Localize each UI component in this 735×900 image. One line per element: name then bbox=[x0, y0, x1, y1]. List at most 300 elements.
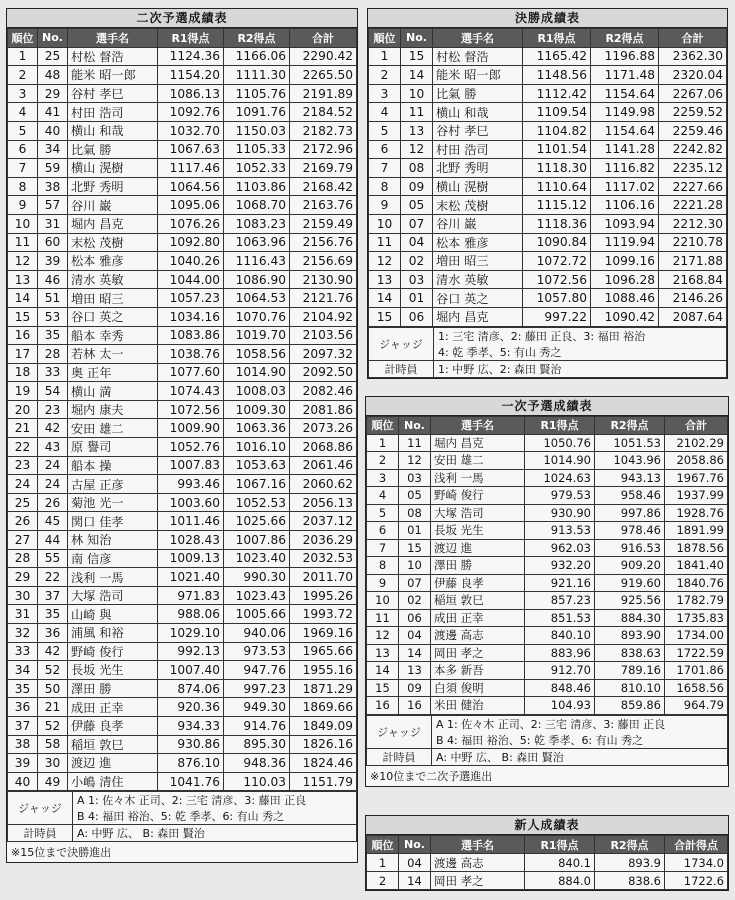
r1-score-cell: 1034.16 bbox=[158, 307, 224, 326]
rank-cell: 6 bbox=[367, 522, 399, 540]
header-r1-score: R1得点 bbox=[523, 29, 591, 48]
rank-cell: 37 bbox=[8, 716, 38, 735]
r2-score-cell: 1019.70 bbox=[224, 326, 290, 345]
r1-score-cell: 1050.76 bbox=[525, 434, 595, 452]
table-row bbox=[8, 419, 357, 438]
r1-score-cell: 930.86 bbox=[158, 735, 224, 754]
table-row bbox=[8, 214, 357, 233]
rank-cell: 13 bbox=[369, 270, 401, 289]
header-r1-score: R1得点 bbox=[525, 836, 595, 854]
r1-score-cell: 1110.64 bbox=[523, 177, 591, 196]
total-cell: 2171.88 bbox=[659, 252, 727, 271]
r1-score-cell: 932.20 bbox=[525, 557, 595, 575]
table-row bbox=[369, 159, 727, 178]
r2-score-cell: 1105.33 bbox=[224, 140, 290, 159]
r1-score-cell: 1154.20 bbox=[158, 66, 224, 85]
name-cell: 谷村 孝巳 bbox=[433, 121, 523, 140]
r2-score-cell: 1150.03 bbox=[224, 121, 290, 140]
r1-score-cell: 1092.80 bbox=[158, 233, 224, 252]
header-rank: 順位 bbox=[367, 836, 399, 854]
r1-score-cell: 912.70 bbox=[525, 662, 595, 680]
rank-cell: 34 bbox=[8, 661, 38, 680]
header-row bbox=[8, 29, 357, 48]
name-cell: 小嶋 清住 bbox=[68, 772, 158, 791]
total-cell: 2259.52 bbox=[659, 103, 727, 122]
total-cell: 1824.46 bbox=[290, 754, 357, 773]
number-cell: 57 bbox=[38, 196, 68, 215]
number-cell: 01 bbox=[399, 522, 431, 540]
rank-cell: 2 bbox=[369, 66, 401, 85]
judge-label: ジャッジ bbox=[8, 792, 73, 825]
number-cell: 45 bbox=[38, 512, 68, 531]
name-cell: 岡田 孝之 bbox=[431, 872, 525, 890]
number-cell: 37 bbox=[38, 586, 68, 605]
r2-score-cell: 1023.43 bbox=[224, 586, 290, 605]
total-cell: 1782.79 bbox=[665, 592, 728, 610]
first-prelim-table bbox=[366, 416, 728, 715]
r2-score-cell: 1016.10 bbox=[224, 438, 290, 457]
name-cell: 松本 雅彦 bbox=[68, 252, 158, 271]
header-number: No. bbox=[38, 29, 68, 48]
name-cell: 伊藤 良孝 bbox=[68, 716, 158, 735]
second-prelim-title: 二次予選成績表 bbox=[7, 9, 357, 28]
total-cell: 1722.6 bbox=[665, 872, 728, 890]
number-cell: 13 bbox=[399, 662, 431, 680]
r1-score-cell: 1148.56 bbox=[523, 66, 591, 85]
number-cell: 15 bbox=[401, 47, 433, 66]
timer-label: 計時員 bbox=[369, 360, 434, 377]
name-cell: 清水 英敏 bbox=[68, 270, 158, 289]
second-prelim-notes bbox=[7, 791, 357, 842]
r2-score-cell: 1068.70 bbox=[224, 196, 290, 215]
r1-score-cell: 1032.70 bbox=[158, 121, 224, 140]
r2-score-cell: 997.86 bbox=[595, 504, 665, 522]
rank-cell: 15 bbox=[367, 679, 399, 697]
rank-cell: 12 bbox=[369, 252, 401, 271]
rank-cell: 14 bbox=[369, 289, 401, 308]
table-row bbox=[8, 363, 357, 382]
header-total: 合計 bbox=[290, 29, 357, 48]
judge-list bbox=[73, 792, 357, 825]
r1-score-cell: 1014.90 bbox=[525, 452, 595, 470]
name-cell: 米田 健治 bbox=[431, 697, 525, 715]
name-cell: 若林 太一 bbox=[68, 345, 158, 364]
r2-score-cell: 859.86 bbox=[595, 697, 665, 715]
rank-cell: 10 bbox=[367, 592, 399, 610]
name-cell: 末松 茂樹 bbox=[433, 196, 523, 215]
name-cell: 原 譽司 bbox=[68, 438, 158, 457]
header-row bbox=[369, 29, 727, 48]
name-cell: 堀内 康夫 bbox=[68, 400, 158, 419]
name-cell: 長坂 光生 bbox=[68, 661, 158, 680]
rookie-panel bbox=[365, 815, 729, 891]
name-cell: 船本 幸秀 bbox=[68, 326, 158, 345]
r1-score-cell: 1072.72 bbox=[523, 252, 591, 271]
name-cell: 本多 新吾 bbox=[431, 662, 525, 680]
name-cell: 増田 昭三 bbox=[68, 289, 158, 308]
name-cell: 清水 英敏 bbox=[433, 270, 523, 289]
name-cell: 堀内 昌克 bbox=[433, 307, 523, 326]
header-name: 選手名 bbox=[433, 29, 523, 48]
total-cell: 2156.76 bbox=[290, 233, 357, 252]
number-cell: 52 bbox=[38, 716, 68, 735]
total-cell: 2121.76 bbox=[290, 289, 357, 308]
second-prelim-panel bbox=[6, 8, 358, 863]
number-cell: 22 bbox=[38, 568, 68, 587]
total-cell: 1869.66 bbox=[290, 698, 357, 717]
table-row bbox=[367, 434, 728, 452]
r2-score-cell: 1043.96 bbox=[595, 452, 665, 470]
total-cell: 2082.46 bbox=[290, 382, 357, 401]
r1-score-cell: 851.53 bbox=[525, 609, 595, 627]
rank-cell: 38 bbox=[8, 735, 38, 754]
number-cell: 13 bbox=[401, 121, 433, 140]
total-cell: 2156.69 bbox=[290, 252, 357, 271]
r2-score-cell: 1023.40 bbox=[224, 549, 290, 568]
r1-score-cell: 1072.56 bbox=[523, 270, 591, 289]
r2-score-cell: 1103.86 bbox=[224, 177, 290, 196]
rank-cell: 7 bbox=[367, 539, 399, 557]
r2-score-cell: 1008.03 bbox=[224, 382, 290, 401]
table-row bbox=[367, 662, 728, 680]
r1-score-cell: 930.90 bbox=[525, 504, 595, 522]
r1-score-cell: 1124.36 bbox=[158, 47, 224, 66]
number-cell: 58 bbox=[38, 735, 68, 754]
number-cell: 04 bbox=[399, 854, 431, 872]
table-row bbox=[8, 196, 357, 215]
rank-cell: 10 bbox=[8, 214, 38, 233]
number-cell: 14 bbox=[399, 644, 431, 662]
rookie-table bbox=[366, 835, 728, 890]
r1-score-cell: 1095.06 bbox=[158, 196, 224, 215]
number-cell: 04 bbox=[399, 627, 431, 645]
r2-score-cell: 1099.16 bbox=[591, 252, 659, 271]
number-cell: 11 bbox=[399, 434, 431, 452]
total-cell: 1826.16 bbox=[290, 735, 357, 754]
judge-line-1: 1: 三宅 清彦、2: 藤田 正良、3: 福田 裕治 bbox=[438, 329, 646, 343]
number-cell: 25 bbox=[38, 47, 68, 66]
number-cell: 42 bbox=[38, 642, 68, 661]
rank-cell: 24 bbox=[8, 475, 38, 494]
name-cell: 長坂 光生 bbox=[431, 522, 525, 540]
table-row bbox=[8, 345, 357, 364]
table-row bbox=[367, 872, 728, 890]
rank-cell: 21 bbox=[8, 419, 38, 438]
total-cell: 1891.99 bbox=[665, 522, 728, 540]
name-cell: 浅利 一馬 bbox=[68, 568, 158, 587]
r1-score-cell: 104.93 bbox=[525, 697, 595, 715]
rank-cell: 33 bbox=[8, 642, 38, 661]
table-row bbox=[367, 854, 728, 872]
number-cell: 08 bbox=[401, 159, 433, 178]
total-cell: 2191.89 bbox=[290, 84, 357, 103]
judge-line-a: A 1: 佐々木 正司、2: 三宅 清彦、3: 藤田 正良 bbox=[436, 717, 666, 731]
total-cell: 2362.30 bbox=[659, 47, 727, 66]
r2-score-cell: 1119.94 bbox=[591, 233, 659, 252]
r2-score-cell: 1025.66 bbox=[224, 512, 290, 531]
number-cell: 43 bbox=[38, 438, 68, 457]
number-cell: 10 bbox=[401, 84, 433, 103]
total-cell: 1993.72 bbox=[290, 605, 357, 624]
number-cell: 06 bbox=[401, 307, 433, 326]
table-row bbox=[369, 84, 727, 103]
number-cell: 41 bbox=[38, 103, 68, 122]
name-cell: 村松 督浩 bbox=[68, 47, 158, 66]
table-row bbox=[8, 531, 357, 550]
rank-cell: 22 bbox=[8, 438, 38, 457]
number-cell: 30 bbox=[38, 754, 68, 773]
table-row bbox=[367, 697, 728, 715]
r1-score-cell: 840.1 bbox=[525, 854, 595, 872]
r1-score-cell: 1077.60 bbox=[158, 363, 224, 382]
number-cell: 09 bbox=[401, 177, 433, 196]
table-row bbox=[369, 307, 727, 326]
r2-score-cell: 1088.46 bbox=[591, 289, 659, 308]
header-r2-score: R2得点 bbox=[224, 29, 290, 48]
number-cell: 38 bbox=[38, 177, 68, 196]
name-cell: 渡辺 進 bbox=[431, 539, 525, 557]
r2-score-cell: 958.46 bbox=[595, 487, 665, 505]
r2-score-cell: 914.76 bbox=[224, 716, 290, 735]
rank-cell: 15 bbox=[8, 307, 38, 326]
number-cell: 35 bbox=[38, 605, 68, 624]
r2-score-cell: 1053.63 bbox=[224, 456, 290, 475]
r2-score-cell: 1117.02 bbox=[591, 177, 659, 196]
total-cell: 2130.90 bbox=[290, 270, 357, 289]
rank-cell: 9 bbox=[367, 574, 399, 592]
name-cell: 北野 秀明 bbox=[68, 177, 158, 196]
number-cell: 34 bbox=[38, 140, 68, 159]
rank-cell: 6 bbox=[8, 140, 38, 159]
r1-score-cell: 1040.26 bbox=[158, 252, 224, 271]
rank-cell: 9 bbox=[369, 196, 401, 215]
r2-score-cell: 916.53 bbox=[595, 539, 665, 557]
timer-names: 1: 中野 広、2: 森田 賢治 bbox=[434, 360, 727, 377]
rank-cell: 30 bbox=[8, 586, 38, 605]
total-cell: 2184.52 bbox=[290, 103, 357, 122]
r2-score-cell: 948.36 bbox=[224, 754, 290, 773]
rank-cell: 8 bbox=[369, 177, 401, 196]
judge-label: ジャッジ bbox=[369, 327, 434, 360]
judge-line-a: A 1: 佐々木 正司、2: 三宅 清彦、3: 藤田 正良 bbox=[77, 794, 307, 808]
name-cell: 渡邊 高志 bbox=[431, 854, 525, 872]
rank-cell: 26 bbox=[8, 512, 38, 531]
total-cell: 2227.66 bbox=[659, 177, 727, 196]
table-row bbox=[367, 522, 728, 540]
r2-score-cell: 1154.64 bbox=[591, 121, 659, 140]
total-cell: 964.79 bbox=[665, 697, 728, 715]
rank-cell: 7 bbox=[8, 159, 38, 178]
name-cell: 安田 雄二 bbox=[68, 419, 158, 438]
table-row bbox=[367, 452, 728, 470]
table-row bbox=[8, 270, 357, 289]
name-cell: 大塚 浩司 bbox=[68, 586, 158, 605]
r1-score-cell: 848.46 bbox=[525, 679, 595, 697]
r2-score-cell: 1106.16 bbox=[591, 196, 659, 215]
r1-score-cell: 988.06 bbox=[158, 605, 224, 624]
number-cell: 50 bbox=[38, 679, 68, 698]
header-number: No. bbox=[399, 417, 431, 435]
number-cell: 02 bbox=[399, 592, 431, 610]
r1-score-cell: 1118.30 bbox=[523, 159, 591, 178]
final-notes bbox=[368, 327, 727, 378]
r1-score-cell: 1067.63 bbox=[158, 140, 224, 159]
rank-cell: 27 bbox=[8, 531, 38, 550]
total-cell: 2235.12 bbox=[659, 159, 727, 178]
r1-score-cell: 1074.43 bbox=[158, 382, 224, 401]
number-cell: 02 bbox=[401, 252, 433, 271]
table-row bbox=[8, 716, 357, 735]
r1-score-cell: 857.23 bbox=[525, 592, 595, 610]
first-prelim-panel bbox=[365, 396, 729, 787]
rank-cell: 3 bbox=[8, 84, 38, 103]
total-cell: 2068.86 bbox=[290, 438, 357, 457]
total-cell: 2092.50 bbox=[290, 363, 357, 382]
judge-line-b: B 4: 福田 裕治、5: 乾 季孝、6: 有山 秀之 bbox=[77, 810, 285, 824]
rank-cell: 23 bbox=[8, 456, 38, 475]
name-cell: 南 信彦 bbox=[68, 549, 158, 568]
name-cell: 堀内 昌克 bbox=[431, 434, 525, 452]
rank-cell: 12 bbox=[8, 252, 38, 271]
total-cell: 1658.56 bbox=[665, 679, 728, 697]
total-cell: 1995.26 bbox=[290, 586, 357, 605]
r1-score-cell: 1092.76 bbox=[158, 103, 224, 122]
r1-score-cell: 874.06 bbox=[158, 679, 224, 698]
r2-score-cell: 110.03 bbox=[224, 772, 290, 791]
r1-score-cell: 1072.56 bbox=[158, 400, 224, 419]
table-row bbox=[369, 47, 727, 66]
rank-cell: 5 bbox=[369, 121, 401, 140]
number-cell: 42 bbox=[38, 419, 68, 438]
r2-score-cell: 1086.90 bbox=[224, 270, 290, 289]
rank-cell: 16 bbox=[8, 326, 38, 345]
table-row bbox=[8, 66, 357, 85]
number-cell: 35 bbox=[38, 326, 68, 345]
total-cell: 2056.13 bbox=[290, 493, 357, 512]
total-cell: 2221.28 bbox=[659, 196, 727, 215]
r1-score-cell: 1007.40 bbox=[158, 661, 224, 680]
total-cell: 1928.76 bbox=[665, 504, 728, 522]
name-cell: 横山 和哉 bbox=[68, 121, 158, 140]
timer-label: 計時員 bbox=[367, 748, 432, 765]
name-cell: 比氣 勝 bbox=[433, 84, 523, 103]
table-row bbox=[369, 196, 727, 215]
r1-score-cell: 1009.13 bbox=[158, 549, 224, 568]
rank-cell: 4 bbox=[369, 103, 401, 122]
rank-cell: 25 bbox=[8, 493, 38, 512]
table-row bbox=[8, 177, 357, 196]
r2-score-cell: 1149.98 bbox=[591, 103, 659, 122]
number-cell: 33 bbox=[38, 363, 68, 382]
table-row bbox=[8, 438, 357, 457]
r2-score-cell: 810.10 bbox=[595, 679, 665, 697]
r1-score-cell: 1009.90 bbox=[158, 419, 224, 438]
table-row bbox=[8, 586, 357, 605]
r2-score-cell: 1093.94 bbox=[591, 214, 659, 233]
r2-score-cell: 1052.33 bbox=[224, 159, 290, 178]
name-cell: 成田 正幸 bbox=[68, 698, 158, 717]
number-cell: 21 bbox=[38, 698, 68, 717]
total-cell: 1878.56 bbox=[665, 539, 728, 557]
r1-score-cell: 962.03 bbox=[525, 539, 595, 557]
r2-score-cell: 1154.64 bbox=[591, 84, 659, 103]
r2-score-cell: 1063.96 bbox=[224, 233, 290, 252]
r1-score-cell: 1064.56 bbox=[158, 177, 224, 196]
total-cell: 2242.82 bbox=[659, 140, 727, 159]
table-row bbox=[367, 574, 728, 592]
total-cell: 1840.76 bbox=[665, 574, 728, 592]
total-cell: 1871.29 bbox=[290, 679, 357, 698]
timer-names: A: 中野 広、 B: 森田 賢治 bbox=[432, 748, 728, 765]
header-name: 選手名 bbox=[68, 29, 158, 48]
table-row bbox=[367, 644, 728, 662]
r2-score-cell: 940.06 bbox=[224, 624, 290, 643]
r2-score-cell: 1051.53 bbox=[595, 434, 665, 452]
r2-score-cell: 1005.66 bbox=[224, 605, 290, 624]
table-row bbox=[369, 233, 727, 252]
number-cell: 55 bbox=[38, 549, 68, 568]
total-cell: 2168.42 bbox=[290, 177, 357, 196]
table-row bbox=[367, 609, 728, 627]
name-cell: 野崎 俊行 bbox=[68, 642, 158, 661]
rank-cell: 3 bbox=[367, 469, 399, 487]
r2-score-cell: 978.46 bbox=[595, 522, 665, 540]
table-row bbox=[8, 512, 357, 531]
number-cell: 06 bbox=[399, 609, 431, 627]
header-rank: 順位 bbox=[367, 417, 399, 435]
total-cell: 1967.76 bbox=[665, 469, 728, 487]
table-row bbox=[369, 270, 727, 289]
number-cell: 03 bbox=[399, 469, 431, 487]
total-cell: 2146.26 bbox=[659, 289, 727, 308]
r2-score-cell: 1141.28 bbox=[591, 140, 659, 159]
table-row bbox=[8, 735, 357, 754]
number-cell: 05 bbox=[399, 487, 431, 505]
r1-score-cell: 1029.10 bbox=[158, 624, 224, 643]
rank-cell: 31 bbox=[8, 605, 38, 624]
name-cell: 菊池 光一 bbox=[68, 493, 158, 512]
advance-note: ※10位まで二次予選進出 bbox=[370, 769, 493, 783]
table-row bbox=[367, 679, 728, 697]
total-cell: 1955.16 bbox=[290, 661, 357, 680]
number-cell: 09 bbox=[399, 679, 431, 697]
judge-list bbox=[434, 327, 727, 360]
total-cell: 1937.99 bbox=[665, 487, 728, 505]
name-cell: 林 知治 bbox=[68, 531, 158, 550]
r2-score-cell: 1058.56 bbox=[224, 345, 290, 364]
table-row bbox=[367, 487, 728, 505]
table-row bbox=[8, 121, 357, 140]
table-row bbox=[8, 307, 357, 326]
total-cell: 2104.92 bbox=[290, 307, 357, 326]
total-cell: 2265.50 bbox=[290, 66, 357, 85]
name-cell: 白須 俊明 bbox=[431, 679, 525, 697]
r1-score-cell: 883.96 bbox=[525, 644, 595, 662]
judge-line-b: B 4: 福田 裕治、5: 乾 季孝、6: 有山 秀之 bbox=[436, 733, 644, 747]
r2-score-cell: 909.20 bbox=[595, 557, 665, 575]
total-cell: 1734.0 bbox=[665, 854, 728, 872]
r1-score-cell: 840.10 bbox=[525, 627, 595, 645]
table-row bbox=[369, 140, 727, 159]
rank-cell: 32 bbox=[8, 624, 38, 643]
header-r2-score: R2得点 bbox=[591, 29, 659, 48]
judge-line-2: 4: 乾 季孝、5: 有山 秀之 bbox=[438, 345, 562, 359]
table-row bbox=[369, 289, 727, 308]
r1-score-cell: 997.22 bbox=[523, 307, 591, 326]
number-cell: 29 bbox=[38, 84, 68, 103]
header-rank: 順位 bbox=[369, 29, 401, 48]
total-cell: 2102.29 bbox=[665, 434, 728, 452]
